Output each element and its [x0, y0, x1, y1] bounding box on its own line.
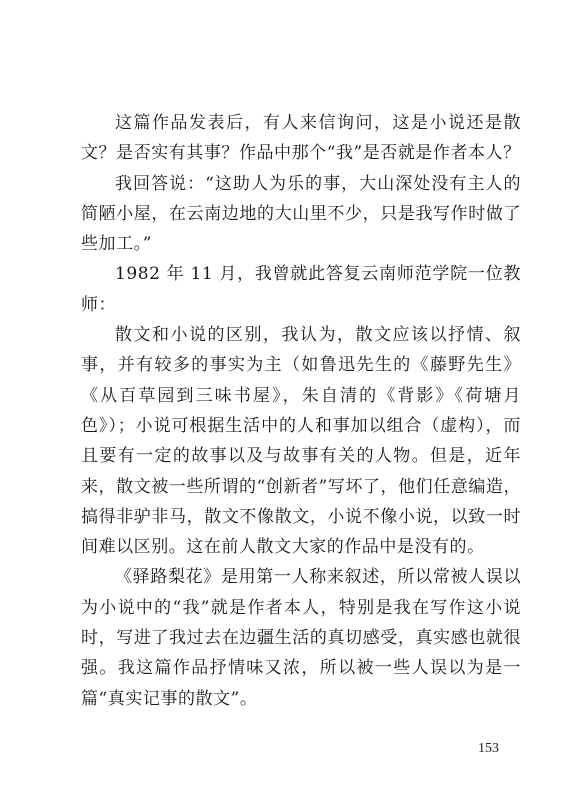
paragraph-4: 散文和小说的区别，我认为，散文应该以抒情、叙事，并有较多的事实为主（如鲁迅先生的《藤野先生》《从百草园到三味书屋》，朱自清的《背影》《荷塘月色》）；小说可根据生活中的人和事加以组合（虚构），而且要有一定的故事以及与故事有关的人物。但是，近年来，散文被一些所谓的“创新者”写坏了，他们任意编造，搞得非驴非马，散文不像散文，小说不像小说，以致一时间难以区别。这在前人散文大家的作品中是没有的。: [81, 325, 521, 558]
paragraph-3: 1982 年 11 月，我曾就此答复云南师范学院一位教师：: [81, 264, 521, 315]
paragraph-1: 这篇作品发表后，有人来信询问，这是小说还是散文？是否实有其事？作品中那个“我”是否就是作者本人？: [81, 113, 521, 164]
page-number: 153: [478, 741, 499, 756]
paragraph-5: 《驿路梨花》是用第一人称来叙述，所以常被人误以为小说中的“我”就是作者本人，特别是我在写作这小说时，写进了我过去在边疆生活的真切感受，真实感也就很强。我这篇作品抒情味又浓，所以被一些人误以为是一篇“真实记事的散文”。: [81, 567, 521, 709]
body-text: [81, 108, 521, 714]
paragraph-2: 我回答说：“这助人为乐的事，大山深处没有主人的简陋小屋，在云南边地的大山里不少，只是我写作时做了些加工。”: [81, 173, 521, 255]
